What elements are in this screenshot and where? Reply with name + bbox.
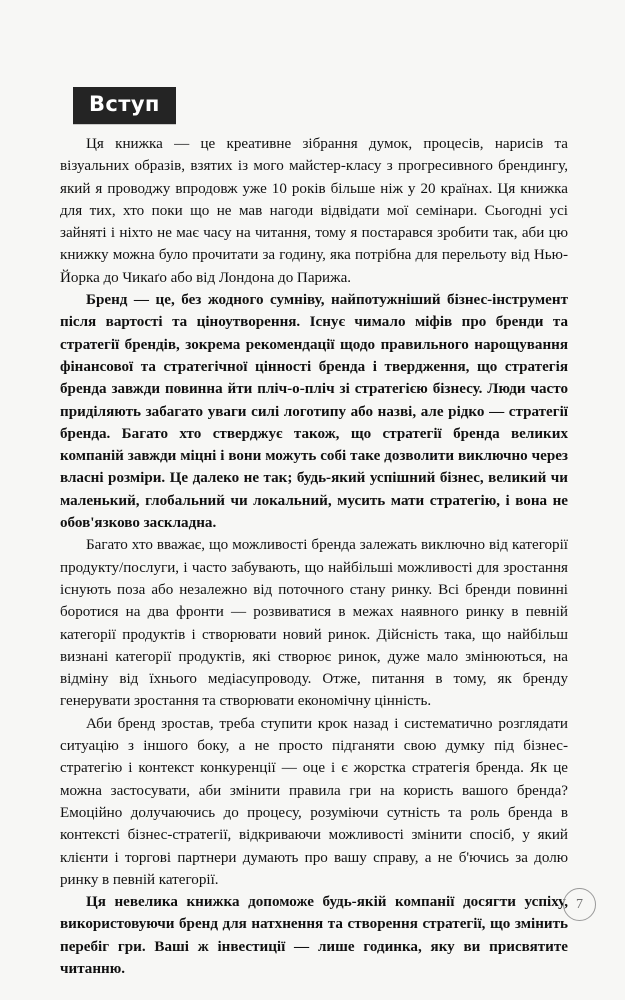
paragraph-4: Аби бренд зростав, треба ступити крок назад і систематично розглядати ситуацію з іншого боку, а не просто підганяти свою думку під бізнес-стратегію і контекст конкуренції — оце і є жорстка стратегія бренда. Як це можна застосувати, аби змінити правила гри на користь вашого бренда? Емоційно долучаючись до процесу, розуміючи сутність та роль бренда в контексті бізнес-стратегії, відкриваючи можливості змінити спосіб, у який клієнти і торгові партнери думають про вашу справу, а не б'ючись за долю ринку в певній категорії. <box>60 715 568 888</box>
paragraph-3: Багато хто вважає, що можливості бренда залежать виключно від категорії продукту/послуги, і часто забувають, що найбільші можливості для зростання існують поза або незалежно від поточного стану ринку. Всі бренди повинні боротися на два фронти — розвиватися в межах наявного ринку в певній категорії продуктів і створювати новий ринок. Дійсність така, що найбільш визнані категорії продуктів, які створює ринок, дуже мало змінюються, на відміну від їхнього медіасупроводу. Отже, питання в тому, як бренду генерувати зростання та створювати економічну цінність. <box>60 537 568 710</box>
chapter-title-tag: Вступ <box>73 87 176 124</box>
chapter-heading <box>73 87 176 124</box>
paragraph-1: Ця книжка — це креативне зібрання думок, процесів, нарисів та візуальних образів, взятих із мого майстер-класу з прогресивного брендингу, який я проводжу впродовж уже 10 років більше ніж у 20 країнах. Ця книжка для тих, хто поки що не мав нагоди відвідати мої семінари. Сьогодні усі зайняті і ніхто не має часу на читання, тому я постарався зробити так, аби цю книжку можна було прочитати за годину, яка потрібна для перельоту від Нью-Йорка до Чикаґо або від Лондона до Парижа. <box>60 136 568 286</box>
page-number-value: 7 <box>576 896 583 912</box>
paragraph-2: Бренд — це, без жодного сумніву, найпотужніший бізнес-інструмент після вартості та ціноутворення. Існує чимало міфів про бренди та стратегії брендів, зокрема рекомендації щодо правильного нарощування фінансової та стратегічної цінності бренда і твердження, що стратегія бренда завжди повинна йти пліч-о-пліч зі стратегією бізнесу. Люди часто приділяють забагато уваги силі логотипу або назві, але рідко — стратегії бренда. Багато хто стверджує також, що стратегії бренда великих компаній завжди міцні і вони можуть собі таке дозволити виключно через власні розміри. Це далеко не так; будь-який успішний бізнес, великий чи маленький, глобальний чи локальний, мусить мати стратегію, і вона не обов'язково заскладна. <box>60 292 568 532</box>
page-number-badge <box>563 888 596 921</box>
body-text-column <box>60 133 568 980</box>
paragraph-5: Ця невелика книжка допоможе будь-якій компанії досягти успіху, використовуючи бренд для натхнення та створення стратегії, що змінить перебіг гри. Ваші ж інвестиції — лише годинка, яку ви присвятите читанню. <box>60 894 568 977</box>
